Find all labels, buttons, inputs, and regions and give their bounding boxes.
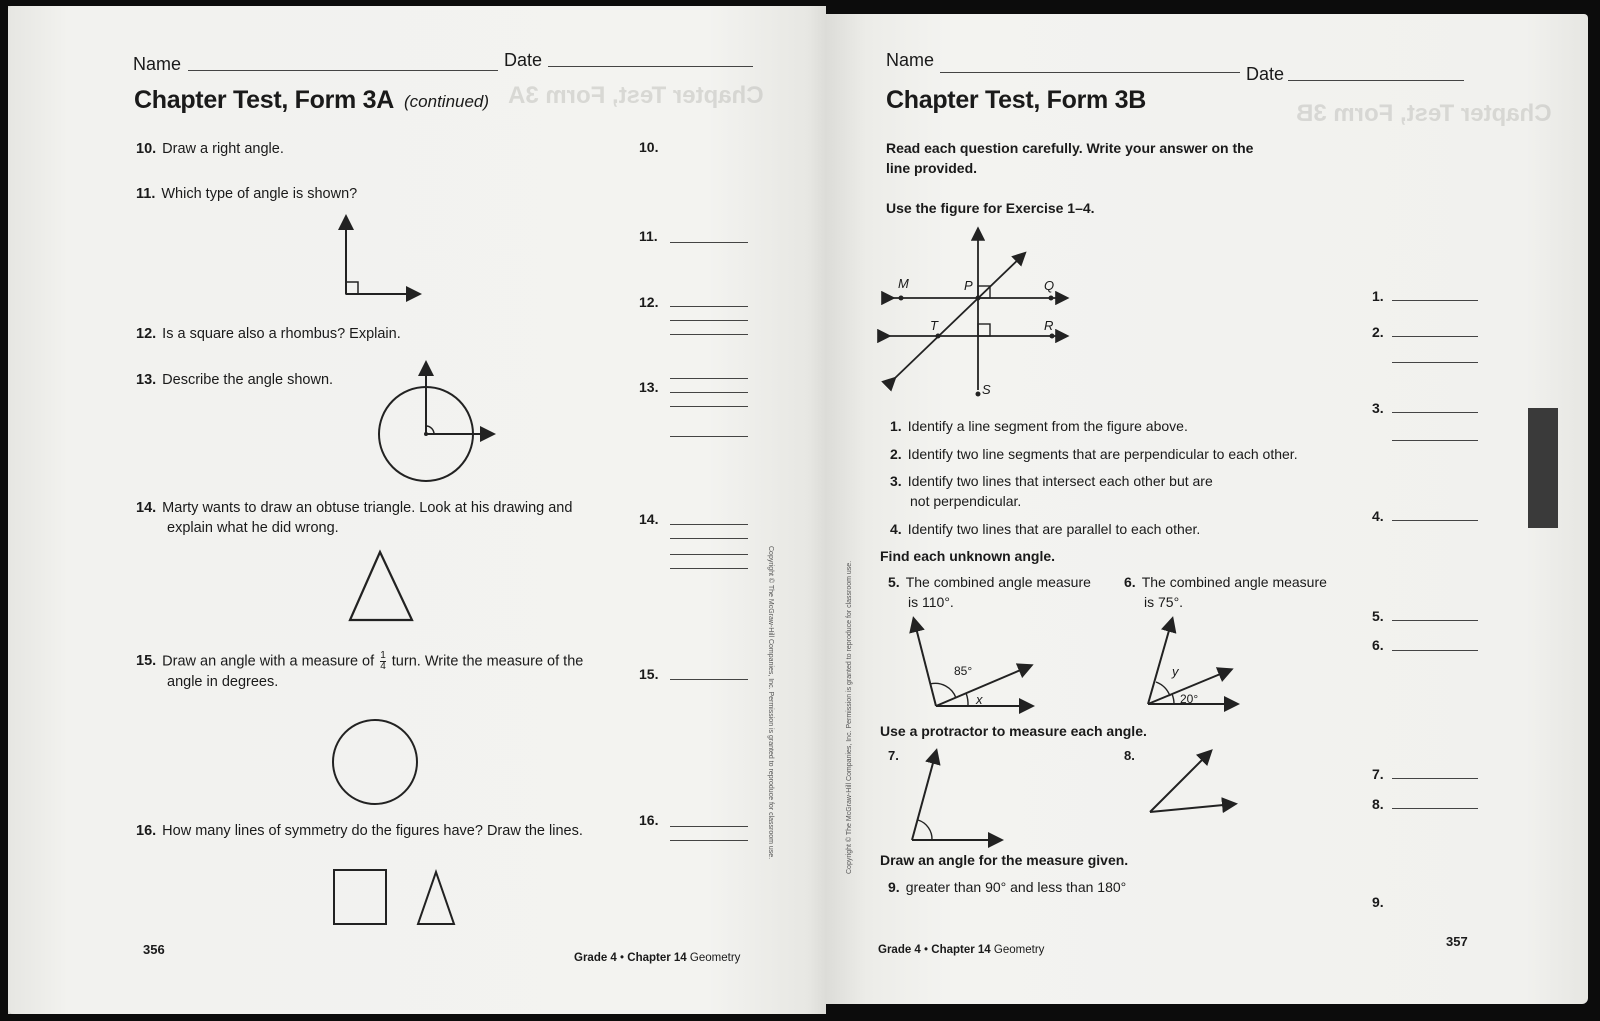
answer-label-13: 13.	[639, 379, 659, 395]
page-title: Chapter Test, Form 3A	[134, 86, 394, 114]
footer: Grade 4 • Chapter 14 Geometry	[574, 952, 741, 964]
draw-heading: Draw an angle for the measure given.	[880, 852, 1129, 868]
square-figure	[334, 870, 386, 924]
answer-label-2: 2.	[1372, 324, 1384, 340]
label-s: S	[982, 382, 991, 397]
lines-figure	[888, 230, 1066, 397]
answer-label-15: 15.	[639, 666, 659, 682]
bleed-through-text: Chapter Test, Form 3B	[1296, 100, 1552, 127]
answer-label-11: 11.	[639, 228, 658, 244]
question-6: 6. The combined angle measure is 75°.	[1124, 574, 1327, 610]
label-p: P	[964, 278, 973, 293]
answer-label-14: 14.	[639, 511, 659, 527]
question-15: 15. Draw an angle with a measure of $\frac{1}{4}$ turn. Write the measure of the angle in degrees.	[136, 650, 584, 690]
answer-line-2[interactable]	[1392, 336, 1478, 337]
triangle-small-figure	[418, 872, 454, 924]
date-label: Date	[504, 50, 543, 70]
name-label: Name	[133, 54, 182, 74]
answer-label-4: 4.	[1372, 508, 1384, 524]
answer-label-3: 3.	[1372, 400, 1384, 416]
answer-line-3[interactable]	[1392, 412, 1478, 413]
answer-label-7: 7.	[1372, 766, 1384, 782]
answer-label-12: 12.	[639, 294, 659, 310]
question-13: 13. Describe the angle shown.	[136, 372, 334, 388]
question-1: 1. Identify a line segment from the figure above.	[890, 418, 1188, 434]
answer-label-6: 6.	[1372, 637, 1384, 653]
variable-x: x	[976, 692, 983, 707]
copyright-text: Copyright © The McGraw-Hill Companies, Inc. Permission is granted to reproduce for classroom use.	[767, 546, 774, 860]
bleed-through-text: Chapter Test, Form 3A	[508, 82, 764, 109]
label-t: T	[930, 318, 938, 333]
footer: Grade 4 • Chapter 14 Geometry	[878, 944, 1045, 956]
angle-figure-5	[914, 620, 1031, 706]
fraction: $\frac{1}{4}$	[380, 650, 386, 672]
question-8: 8.	[1124, 748, 1135, 763]
angle-label-20: 20°	[1180, 692, 1199, 706]
question-9: 9. greater than 90° and less than 180°	[888, 879, 1127, 895]
angle-label-85: 85°	[954, 664, 973, 678]
left-page	[8, 6, 826, 1014]
question-5: 5. The combined angle measure is 110°.	[888, 574, 1091, 610]
answer-line-8[interactable]	[1392, 808, 1478, 809]
right-angle-figure	[346, 218, 418, 294]
question-12: 12. Is a square also a rhombus? Explain.	[136, 326, 401, 342]
question-16: 16. How many lines of symmetry do the figures have? Draw the lines.	[136, 823, 583, 839]
instructions: Read each question carefully. Write your answer on the line provided.	[886, 140, 1254, 176]
answer-line-7[interactable]	[1392, 778, 1478, 779]
page-tab	[1528, 408, 1558, 528]
answer-label-1: 1.	[1372, 288, 1384, 304]
label-q: Q	[1044, 278, 1055, 293]
page-number: 357	[1446, 934, 1468, 949]
question-7: 7.	[888, 748, 899, 763]
answer-line-6[interactable]	[1392, 650, 1478, 651]
answer-label-8: 8.	[1372, 796, 1384, 812]
unknown-angle-heading: Find each unknown angle.	[880, 548, 1056, 564]
date-label: Date	[1246, 64, 1285, 84]
page-title: Chapter Test, Form 3B	[886, 86, 1146, 114]
protractor-heading: Use a protractor to measure each angle.	[880, 723, 1147, 739]
left-page-figures	[8, 6, 826, 1014]
page-number: 356	[143, 942, 165, 957]
figure-instruction: Use the figure for Exercise 1–4.	[886, 200, 1095, 216]
question-10: 10. Draw a right angle.	[136, 141, 284, 157]
question-4: 4. Identify two lines that are parallel to each other.	[890, 521, 1201, 537]
title-note: (continued)	[404, 92, 490, 111]
label-r: R	[1044, 318, 1054, 333]
answer-label-5: 5.	[1372, 608, 1384, 624]
question-2: 2. Identify two line segments that are perpendicular to each other.	[890, 446, 1298, 462]
name-label: Name	[886, 50, 935, 70]
question-3: 3. Identify two lines that intersect each other but are not perpendicular.	[890, 473, 1213, 509]
answer-line-3b[interactable]	[1392, 440, 1478, 441]
answer-label-16: 16.	[639, 812, 659, 828]
angle-figure-7	[912, 752, 1000, 840]
answer-line-4[interactable]	[1392, 520, 1478, 521]
circle-angle-figure	[379, 364, 492, 481]
copyright-text: Copyright © The McGraw-Hill Companies, Inc. Permission is granted to reproduce for classroom use.	[846, 560, 853, 874]
variable-y: y	[1172, 664, 1179, 679]
answer-line-2b[interactable]	[1392, 362, 1478, 363]
question-14: 14. Marty wants to draw an obtuse triangle. Look at his drawing and explain what he did wrong.	[136, 500, 573, 536]
triangle-figure	[350, 552, 412, 620]
answer-label-10: 10.	[639, 139, 659, 155]
angle-figure-8	[1150, 752, 1234, 812]
answer-line-5[interactable]	[1392, 620, 1478, 621]
circle-figure	[333, 720, 417, 804]
right-page	[826, 14, 1588, 1004]
label-m: M	[898, 276, 909, 291]
answer-line-1[interactable]	[1392, 300, 1478, 301]
question-11: 11. Which type of angle is shown?	[136, 186, 358, 202]
answer-label-9: 9.	[1372, 894, 1384, 910]
